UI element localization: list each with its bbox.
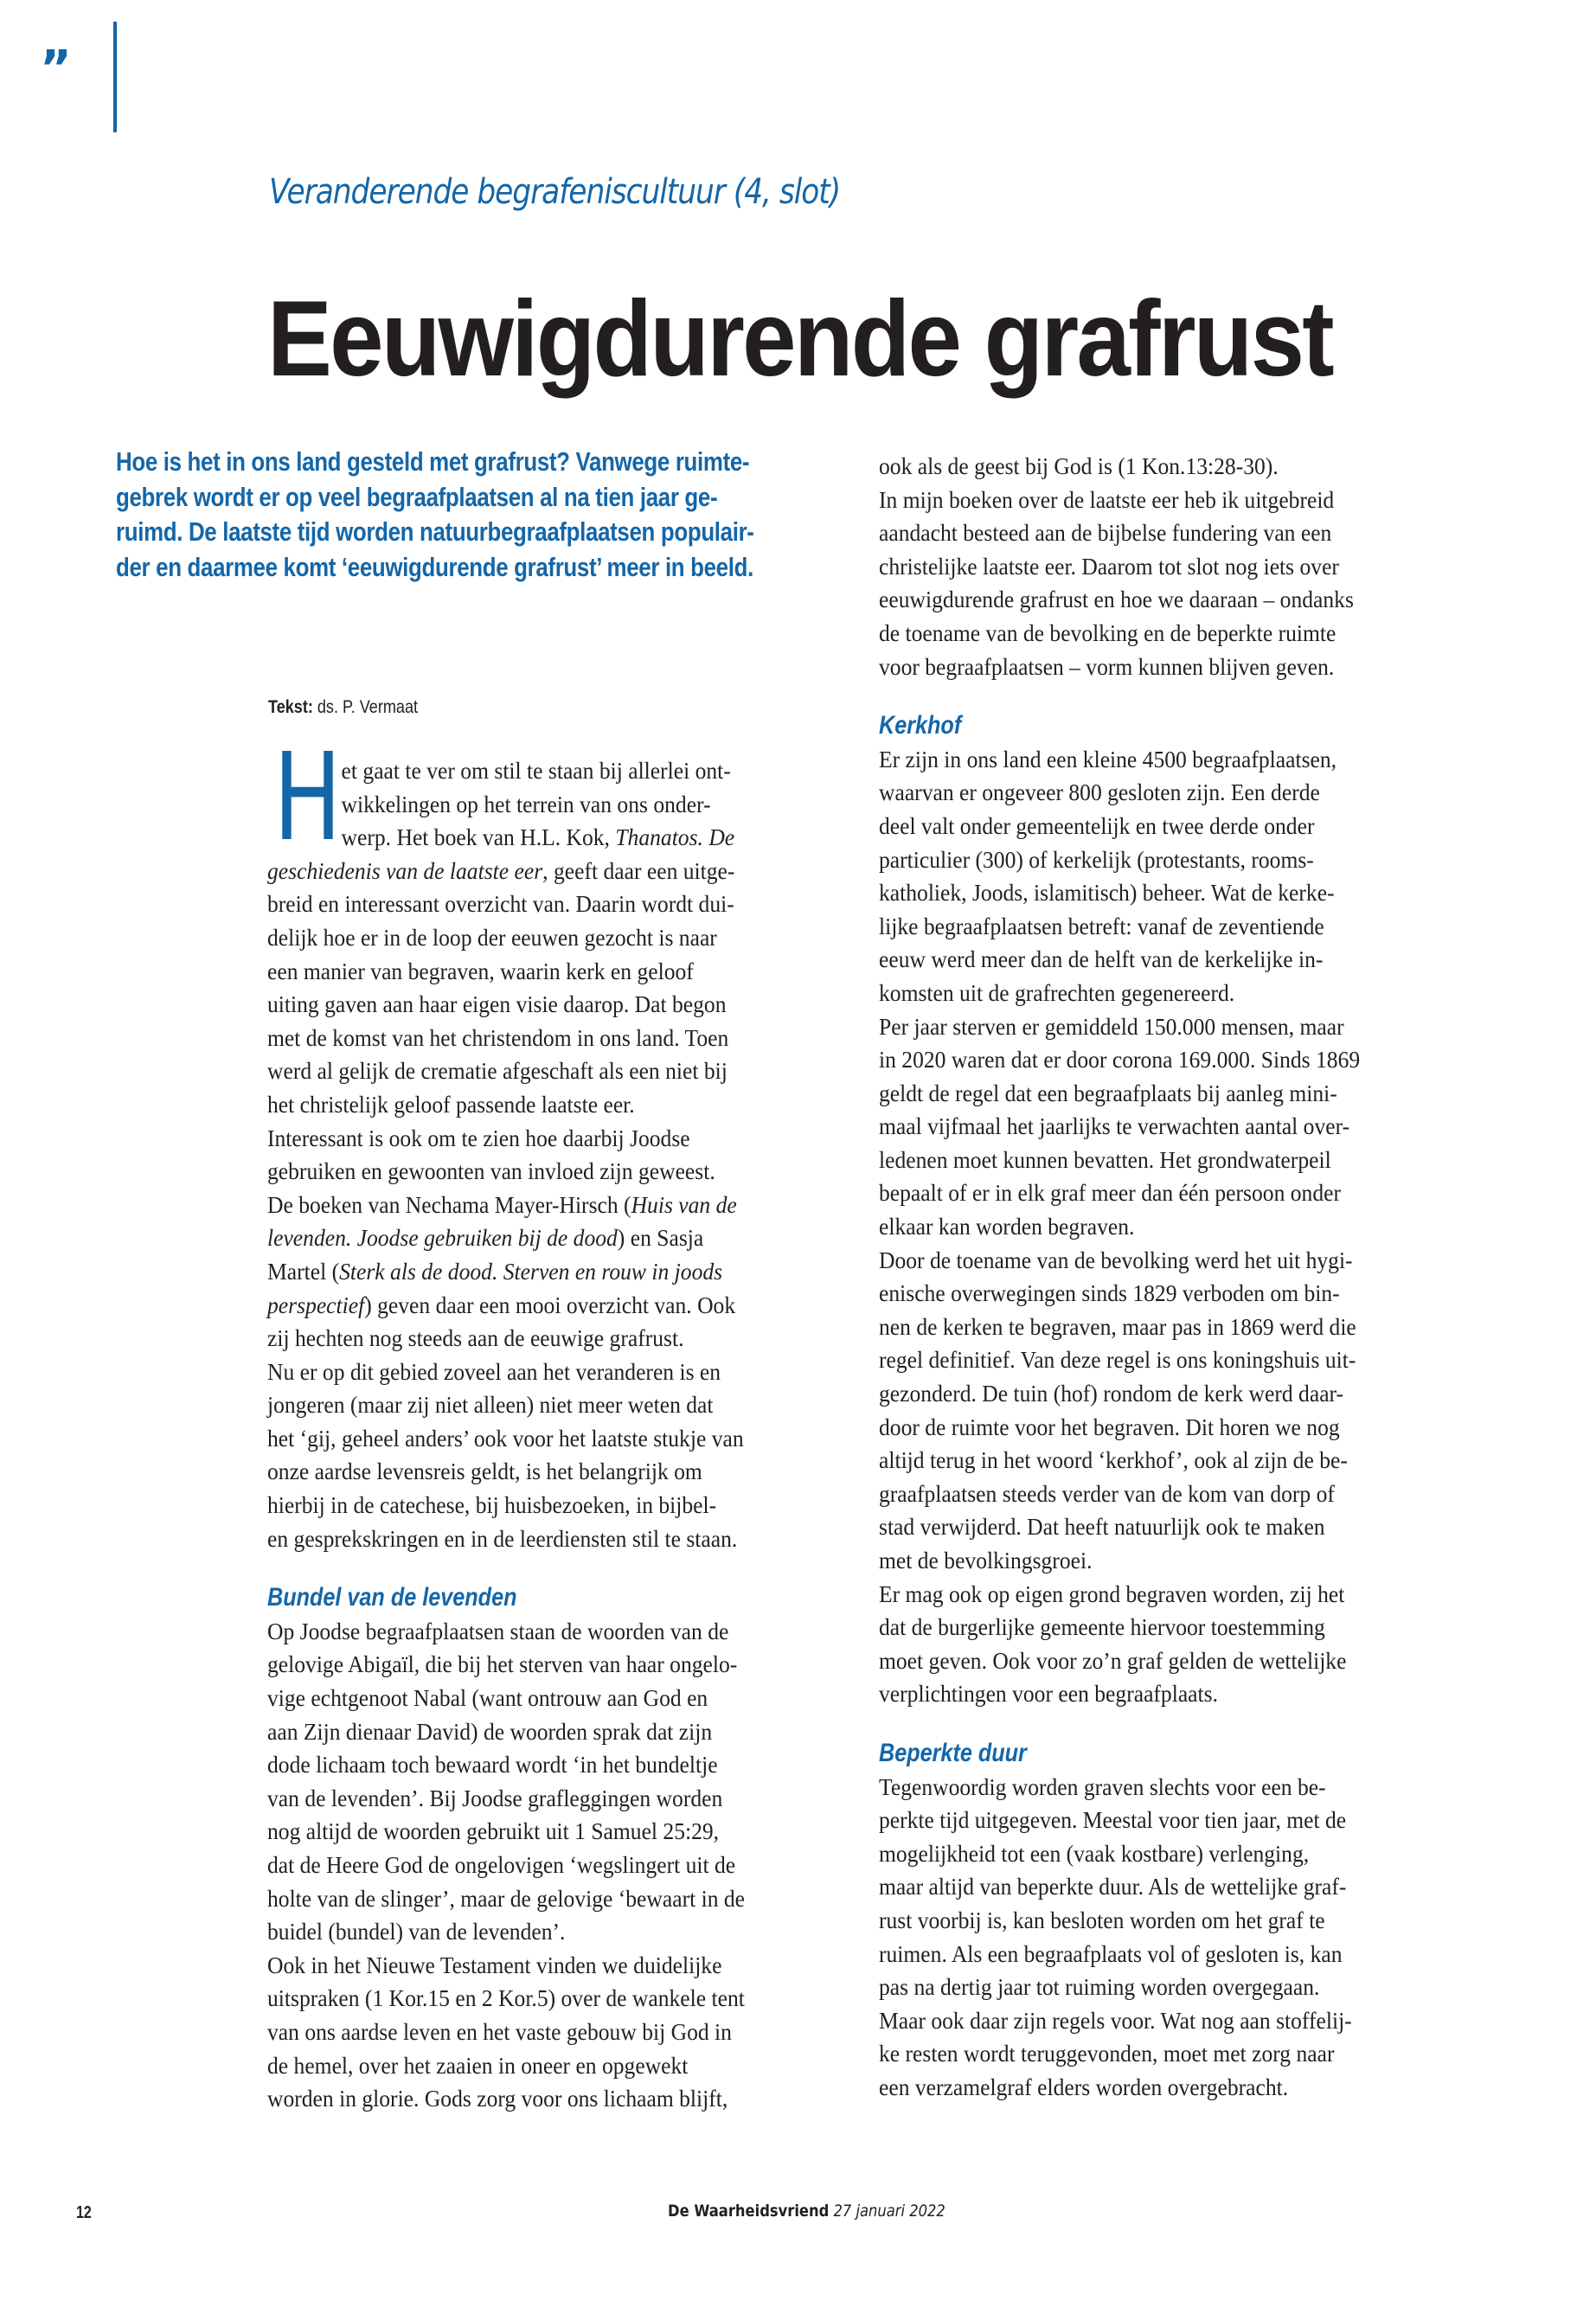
body-line: et gaat te ver om stil te staan bij allerlei ont-	[341, 757, 731, 784]
body-line: delijk hoe er in de loop der eeuwen gezocht is naar	[267, 923, 717, 951]
body-line: worden in glorie. Gods zorg voor ons lichaam blijft,	[267, 2085, 728, 2112]
book-title: Thanatos. De	[615, 824, 735, 851]
body-line: in 2020 waren dat er door corona 169.000. Sinds 1869	[879, 1046, 1361, 1074]
body-line: Maar ook daar zijn regels voor. Wat nog aan stoffelij-	[879, 2006, 1352, 2034]
body-line: pas na dertig jaar tot ruiming worden overgegaan.	[879, 1973, 1320, 2001]
body-line	[267, 1189, 823, 1222]
body-line: aan Zijn dienaar David) de woorden sprak dat zijn	[267, 1717, 713, 1745]
body-line	[267, 855, 823, 888]
body-line: elkaar kan worden begraven.	[879, 1213, 1135, 1240]
body-line: dat de burgerlijke gemeente hiervoor toestemming	[879, 1613, 1325, 1641]
article-title: Eeuwigdurende grafrust	[267, 279, 1332, 399]
right-column	[879, 450, 1476, 2105]
body-line: altijd terug in het woord ‘kerkhof’, ook al zijn de be-	[879, 1446, 1348, 1474]
body-line: uiting gaven aan haar eigen visie daarop. Dat begon	[267, 990, 727, 1018]
byline	[268, 696, 418, 719]
body-text: ) en Sasja	[617, 1224, 704, 1252]
body-line: voor begraafplaatsen – vorm kunnen blijven geven.	[879, 652, 1335, 680]
body-line: Ook in het Nieuwe Testament vinden we duidelijke	[267, 1951, 722, 1978]
body-line: particulier (300) of kerkelijk (protestants, rooms-	[879, 845, 1314, 873]
body-line: de toename van de bevolking en de beperkte ruimte	[879, 619, 1336, 646]
body-line: ook als de geest bij God is (1 Kon.13:28-30).	[879, 452, 1279, 479]
section-gap	[879, 1711, 1476, 1737]
issue-date: 27 januari 2022	[833, 2202, 945, 2221]
body-line	[267, 1255, 823, 1289]
closing-quote-icon: ”	[40, 41, 67, 97]
body-line: wikkelingen op het terrein van ons onder-	[341, 790, 711, 817]
body-line: Door de toename van de bevolking werd het uit hygi-	[879, 1246, 1353, 1273]
body-line: maar altijd van beperkte duur. Als de wettelijke graf-	[879, 1873, 1347, 1900]
body-line: maal vijfmaal het jaarlijks te verwachten aantal over-	[879, 1112, 1350, 1140]
byline-label: Tekst:	[268, 697, 313, 717]
body-line: vige echtgenoot Nabal (want ontrouw aan God en	[267, 1684, 708, 1712]
footer-publication	[668, 2201, 945, 2221]
section-gap	[267, 1555, 864, 1581]
book-title: perspectief	[267, 1291, 365, 1318]
book-title: Sterk als de dood. Sterven en rouw in joods	[339, 1257, 723, 1285]
body-line: ke resten wordt teruggevonden, moet met zorg naar	[879, 2040, 1335, 2067]
section-heading-beperkte-duur: Beperkte duur	[879, 1738, 1027, 1767]
body-line: Per jaar sterven er gemiddeld 150.000 mensen, maar	[879, 1012, 1344, 1040]
body-line: Er mag ook op eigen grond begraven worden, zij het	[879, 1580, 1345, 1607]
body-line: komsten uit de grafrechten gegenereerd.	[879, 978, 1235, 1006]
body-line: dat de Heere God de ongelovigen ‘wegslingert uit de	[267, 1851, 736, 1878]
book-title: Huis van de	[631, 1190, 737, 1218]
book-title: levenden. Joodse gebruiken bij de dood	[267, 1224, 618, 1252]
body-line: eeuwigdurende grafrust en hoe we daaraan – ondanks	[879, 586, 1354, 613]
body-line: ruimen. Als een begraafplaats vol of gesloten is, kan	[879, 1939, 1343, 1967]
body-line: waarvan er ongeveer 800 gesloten zijn. Een derde	[879, 779, 1320, 806]
body-line: een manier van begraven, waarin kerk en geloof	[267, 957, 694, 984]
body-line: bepaalt of er in elk graf meer dan één persoon onder	[879, 1179, 1341, 1207]
section-gap	[879, 683, 1476, 709]
body-line: gelovige Abigaïl, die bij het sterven van haar ongelo-	[267, 1650, 738, 1678]
lead-line: gebrek wordt er op veel begraafplaatsen al na tien jaar ge-	[116, 481, 718, 512]
body-line: het ‘gij, geheel anders’ ook voor het laatste stukje van	[267, 1424, 744, 1452]
body-line: geldt de regel dat een begraafplaats bij aanleg mini-	[879, 1079, 1337, 1106]
body-line: onze aardse levensreis geldt, is het belangrijk om	[267, 1458, 702, 1485]
vertical-divider	[113, 22, 117, 132]
lead-paragraph	[116, 445, 894, 585]
body-line	[267, 821, 823, 855]
body-line: zij hechten nog steeds aan de eeuwige grafrust.	[267, 1324, 684, 1352]
body-line: Nu er op dit gebied zoveel aan het veranderen is en	[267, 1357, 721, 1385]
body-line: christelijke laatste eer. Daarom tot slot nog iets over	[879, 552, 1339, 580]
body-line: van ons aardse leven en het vaste gebouw bij God in	[267, 2017, 732, 2045]
body-line: de hemel, over het zaaien in oneer en opgewekt	[267, 2051, 689, 2079]
body-line: Er zijn in ons land een kleine 4500 begraafplaatsen,	[879, 745, 1337, 772]
body-line: holte van de slinger’, maar de gelovige ‘bewaart in de	[267, 1884, 746, 1912]
body-line: Tegenwoordig worden graven slechts voor een be-	[879, 1772, 1326, 1800]
body-line: graafplaatsen steeds verder van de kom van dorp of	[879, 1479, 1335, 1507]
body-line: buidel (bundel) van de levenden’.	[267, 1918, 566, 1945]
body-line: moet geven. Ook voor zo’n graf gelden de wettelijke	[879, 1646, 1347, 1674]
body-line	[267, 1289, 823, 1323]
drop-cap: H	[273, 727, 342, 868]
body-line: enische overwegingen sinds 1829 verboden om bin-	[879, 1279, 1340, 1307]
body-line: en gesprekskringen en in de leerdiensten stil te staan.	[267, 1524, 738, 1552]
body-line: dode lichaam toch bewaard wordt ‘in het bundeltje	[267, 1751, 718, 1779]
body-line: met de komst van het christendom in ons land. Toen	[267, 1023, 729, 1051]
body-line: stad verwijderd. Dat heeft natuurlijk ook te maken	[879, 1513, 1325, 1541]
body-line: nog altijd de woorden gebruikt uit 1 Samuel 25:29,	[267, 1817, 720, 1845]
body-line: Interessant is ook om te zien hoe daarbij Joodse	[267, 1124, 690, 1151]
lead-line: der en daarmee komt ‘eeuwigdurende grafrust’ meer in beeld.	[116, 551, 753, 582]
left-column	[267, 754, 864, 2116]
body-line	[267, 1221, 823, 1255]
body-line: werd al gelijk de crematie afgeschaft als een niet bij	[267, 1057, 727, 1085]
body-text: De boeken van Nechama Mayer-Hirsch (	[267, 1190, 631, 1218]
body-line: jongeren (maar zij niet alleen) niet meer weten dat	[267, 1391, 714, 1419]
body-line: deel valt onder gemeentelijk en twee derde onder	[879, 811, 1315, 839]
body-line: lijke begraafplaatsen betreft: vanaf de zeventiende	[879, 912, 1324, 939]
body-line: door de ruimte voor het begraven. Dit horen we nog	[879, 1413, 1340, 1440]
body-line: katholiek, Joods, islamitisch) beheer. Wat de kerke-	[879, 879, 1335, 907]
body-line: rust voorbij is, kan besloten worden om het graf te	[879, 1906, 1325, 1933]
body-line: mogelijkheid tot een (vaak kostbare) verlenging,	[879, 1839, 1310, 1867]
body-text: Martel (	[267, 1257, 340, 1285]
book-title: geschiedenis van de laatste eer	[267, 856, 543, 884]
body-line: het christelijk geloof passende laatste eer.	[267, 1090, 635, 1118]
body-line: aandacht besteed aan de bijbelse fundering van een	[879, 519, 1332, 547]
section-heading-kerkhof: Kerkhof	[879, 711, 962, 740]
lead-line: ruimd. De laatste tijd worden natuurbegraafplaatsen populair-	[116, 516, 754, 547]
body-line: regel definitief. Van deze regel is ons koningshuis uit-	[879, 1346, 1356, 1374]
body-line: Op Joodse begraafplaatsen staan de woorden van de	[267, 1617, 729, 1644]
body-line: breid en interessant overzicht van. Daarin wordt dui-	[267, 890, 734, 918]
series-kicker: Veranderende begrafeniscultuur (4, slot)	[269, 172, 841, 212]
magazine-name: De Waarheidsvriend	[668, 2202, 830, 2221]
body-line: van de levenden’. Bij Joodse grafleggingen worden	[267, 1784, 723, 1811]
body-line: perkte tijd uitgegeven. Meestal voor tien jaar, met de	[879, 1806, 1347, 1834]
section-heading-bundel: Bundel van de levenden	[267, 1583, 517, 1612]
body-line: verplichtingen voor een begraafplaats.	[879, 1680, 1218, 1708]
body-line: nen de kerken te begraven, maar pas in 1869 werd die	[879, 1312, 1356, 1340]
body-line: ledenen moet kunnen bevatten. Het grondwaterpeil	[879, 1145, 1331, 1173]
body-line: hierbij in de catechese, bij huisbezoeken, in bijbel-	[267, 1491, 717, 1519]
body-text: werp. Het boek van H.L. Kok,	[341, 824, 616, 851]
body-line: een verzamelgraf elders worden overgebracht.	[879, 2073, 1289, 2100]
body-line: eeuw werd meer dan de helft van de kerkelijke in-	[879, 945, 1324, 973]
body-line: gezonderd. De tuin (hof) rondom de kerk werd daar-	[879, 1380, 1344, 1407]
body-line: gebruiken en gewoonten van invloed zijn geweest.	[267, 1157, 715, 1185]
body-line: met de bevolkingsgroei.	[879, 1547, 1093, 1574]
byline-author: ds. P. Vermaat	[317, 697, 419, 717]
body-text: ) geven daar een mooi overzicht van. Ook	[364, 1291, 736, 1318]
lead-line: Hoe is het in ons land gesteld met grafrust? Vanwege ruimte-	[116, 446, 750, 477]
body-line: uitspraken (1 Kor.15 en 2 Kor.5) over de wankele tent	[267, 1984, 745, 2012]
page-number: 12	[76, 2203, 92, 2222]
body-text: , geeft daar een uitge-	[542, 856, 735, 884]
body-line: In mijn boeken over de laatste eer heb ik uitgebreid	[879, 485, 1335, 513]
